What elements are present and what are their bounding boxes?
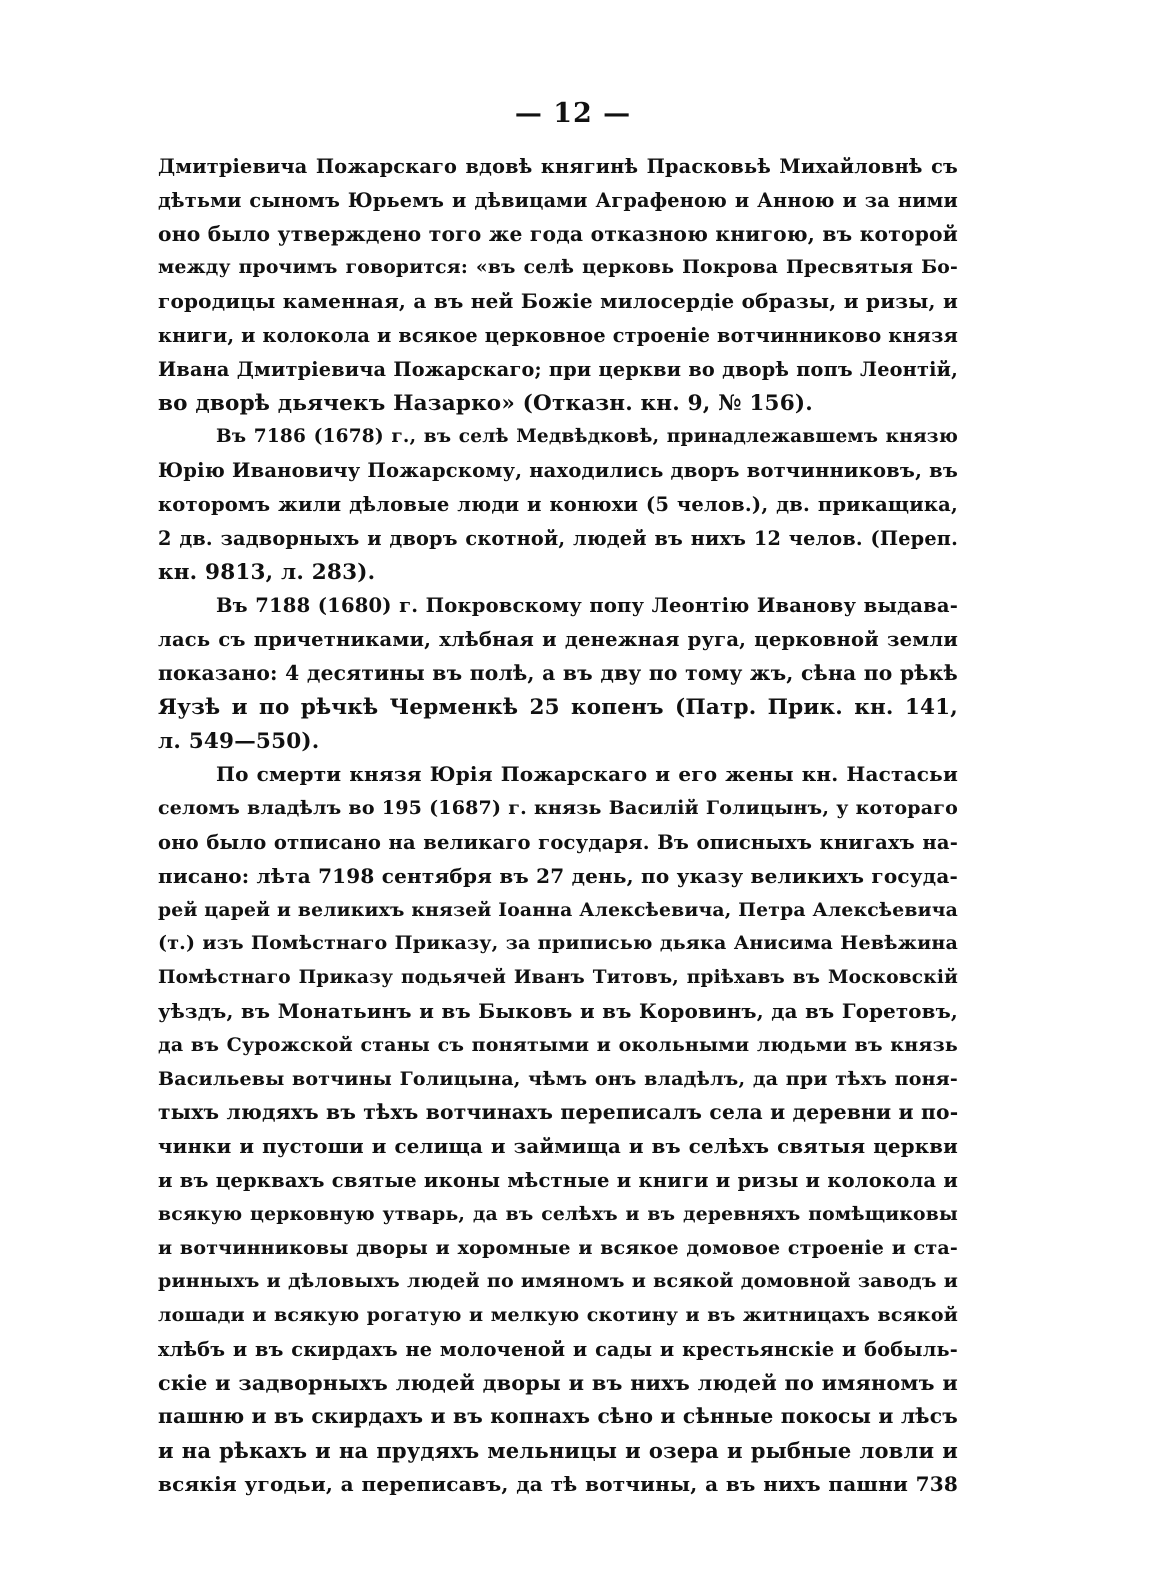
text-line: ринныхъ и дѣловыхъ людей по имяномъ и всякой домовной заводъ и xyxy=(158,1270,958,1293)
text-line: уѣздъ, въ Монатьинъ и въ Быковъ и въ Коровинъ, да въ Горетовъ, xyxy=(158,998,958,1023)
text-line: скіе и задворныхъ людей дворы и въ нихъ людей по имяномъ и xyxy=(158,1370,958,1395)
text-line: По смерти князя Юрія Пожарскаго и его жены кн. Настасьи xyxy=(216,762,958,787)
text-line: оно было утверждено того же года отказною книгою, въ которой xyxy=(158,221,958,246)
text-line: и вотчинниковы дворы и хоромные и всякое домовое строеніе и ста- xyxy=(158,1236,958,1259)
page-number: — 12 — xyxy=(514,98,632,129)
text-line: 2 дв. задворныхъ и дворъ скотной, людей въ нихъ 12 челов. (Переп. xyxy=(158,526,958,550)
text-line: между прочимъ говорится: «въ селѣ церковь Покрова Пресвятыя Бо- xyxy=(158,256,958,279)
text-line: рей царей и великихъ князей Іоанна Алексѣевича, Петра Алексѣевича xyxy=(158,898,958,921)
paragraph-3 xyxy=(158,589,958,758)
text-line: селомъ владѣлъ во 195 (1687) г. князь Василій Голицынъ, у котораго xyxy=(158,797,958,820)
text-line: и въ церквахъ святые иконы мѣстные и книги и ризы и колокола и xyxy=(158,1168,958,1192)
text-line: Въ 7186 (1678) г., въ селѣ Медвѣдковѣ, принадлежавшемъ князю xyxy=(216,426,958,448)
text-line: Ивана Дмитріевича Пожарскаго; при церкви во дворѣ попъ Леонтій, xyxy=(158,357,958,381)
text-line: чинки и пустоши и селища и займища и въ селѣхъ святыя церкви xyxy=(158,1134,958,1159)
text-line: лась съ причетниками, хлѣбная и денежная руга, церковной земли xyxy=(158,628,958,652)
text-line: пашню и въ скирдахъ и въ копнахъ сѣно и сѣнные покосы и лѣсъ xyxy=(158,1404,958,1429)
text-line: хлѣбъ и въ скирдахъ не молоченой и сады и крестьянскіе и бобыль- xyxy=(158,1337,958,1361)
text-line: Дмитріевича Пожарскаго вдовѣ княгинѣ Прасковьѣ Михайловнѣ съ xyxy=(158,155,958,178)
text-line: всякія угодьи, а переписавъ, да тѣ вотчины, а въ нихъ пашни 738 xyxy=(158,1472,958,1497)
text-line: Помѣстнаго Приказу подьячей Иванъ Титовъ, пріѣхавъ въ Московскій xyxy=(158,967,958,989)
paragraph-4 xyxy=(158,758,958,1502)
text-line: всякую церковную утварь, да въ селѣхъ и въ деревняхъ помѣщиковы xyxy=(158,1202,958,1225)
text-line: и на рѣкахъ и на прудяхъ мельницы и озера и рыбные ловли и xyxy=(158,1438,958,1464)
text-line: (т.) изъ Помѣстнаго Приказу, за приписью дьяка Анисима Невѣжина xyxy=(158,932,958,955)
text-line: Яузѣ и по рѣчкѣ Черменкѣ 25 копенъ (Патр. Прик. кн. 141, xyxy=(158,694,958,720)
text-line: книги, и колокола и всякое церковное строеніе вотчинниково князя xyxy=(158,323,958,347)
text-line: Юрію Ивановичу Пожарскому, находились дворъ вотчинниковъ, въ xyxy=(158,459,958,483)
text-line: л. 549—550). xyxy=(158,728,320,754)
text-line: кн. 9813, л. 283). xyxy=(158,559,376,585)
paragraph-2 xyxy=(158,420,958,589)
text-line: Васильевы вотчины Голицына, чѣмъ онъ владѣлъ, да при тѣхъ поня- xyxy=(158,1067,958,1090)
text-line: во дворѣ дьячекъ Назарко» (Отказн. кн. 9, № 156). xyxy=(158,390,813,416)
text-line: Въ 7188 (1680) г. Покровскому попу Леонтію Иванову выдава- xyxy=(216,594,958,618)
text-line: дѣтьми сыномъ Юрьемъ и дѣвицами Аграфеною и Анною и за ними xyxy=(158,188,958,212)
text-line: городицы каменная, а въ ней Божіе милосердіе образы, и ризы, и xyxy=(158,289,958,314)
document-page xyxy=(158,92,958,1502)
text-line: лошади и всякую рогатую и мелкую скотину и въ житницахъ всякой xyxy=(158,1304,958,1327)
text-line: тыхъ людяхъ въ тѣхъ вотчинахъ переписалъ села и деревни и по- xyxy=(158,1100,959,1125)
text-line: которомъ жили дѣловые люди и конюхи (5 челов.), дв. прикащика, xyxy=(158,492,958,516)
paragraph-1 xyxy=(158,150,958,420)
text-line: да въ Сурожской станы съ понятыми и окольными людьми въ князь xyxy=(158,1033,958,1056)
text-line: оно было отписано на великаго государя. Въ описныхъ книгахъ на- xyxy=(158,830,958,854)
text-line: показано: 4 десятины въ полѣ, а въ дву по тому жъ, сѣна по рѣкѣ xyxy=(158,660,958,685)
text-line: писано: лѣта 7198 сентября въ 27 день, по указу великихъ госуда- xyxy=(158,863,958,888)
